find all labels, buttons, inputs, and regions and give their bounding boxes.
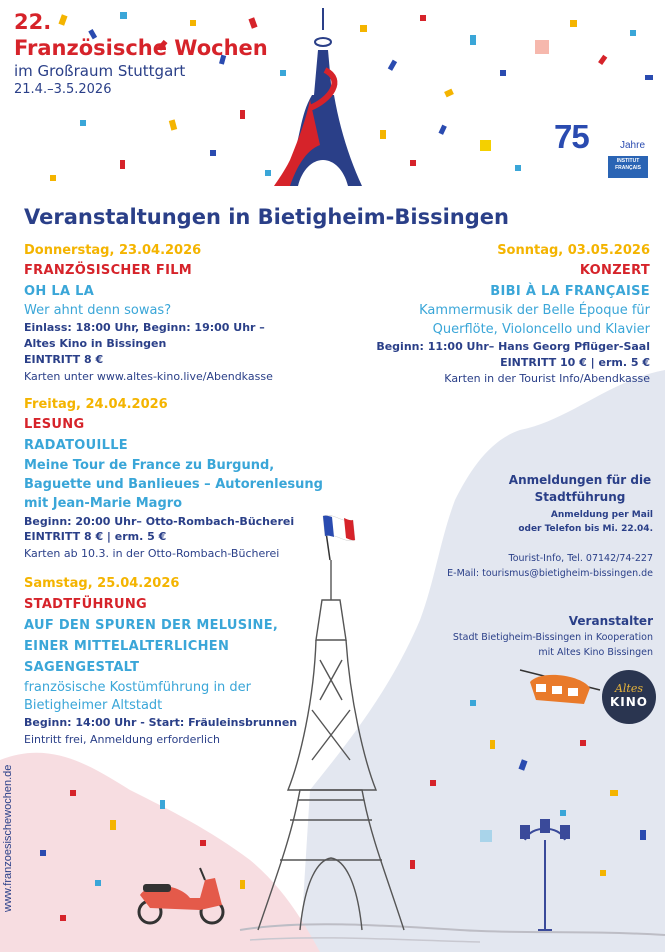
event-note: Karten in der Tourist Info/Abendkasse (444, 372, 650, 385)
registration-sub: oder Telefon bis Mi. 22.04. (518, 524, 653, 534)
event-subtitle: Kammermusik der Belle Époque für (419, 303, 650, 318)
festival-title: Französische Wochen (14, 36, 268, 60)
jubilee-number: 75 (554, 118, 589, 155)
header-tower-art (274, 8, 362, 186)
website-link[interactable]: www.franzoesischewochen.de (2, 764, 14, 912)
event-category: STADTFÜHRUNG (24, 597, 147, 612)
event-title: SAGENGESTALT (24, 660, 140, 675)
institut-francais-logo (608, 156, 648, 178)
event-entry: EINTRITT 8 € (24, 353, 104, 366)
registration-heading: Anmeldungen für die (508, 473, 652, 487)
altes-kino-logo (602, 670, 656, 724)
kino-logo-top: Altes (614, 682, 644, 695)
event-day: Donnerstag, 23.04.2026 (24, 243, 202, 258)
event-detail: Altes Kino in Bissingen (24, 337, 167, 350)
event-title: EINER MITTELALTERLICHEN (24, 639, 230, 654)
event-note: Karten unter www.altes-kino.live/Abendkasse (24, 370, 273, 383)
festival-subtitle: im Großraum Stuttgart (14, 62, 186, 80)
event-detail: Einlass: 18:00 Uhr, Beginn: 19:00 Uhr – (24, 321, 265, 334)
event-subtitle: mit Jean-Marie Magro (24, 496, 183, 511)
event-day: Sonntag, 03.05.2026 (497, 243, 650, 258)
event-day: Freitag, 24.04.2026 (24, 397, 168, 412)
event-category: KONZERT (579, 263, 650, 278)
event-subtitle: Wer ahnt denn sowas? (24, 303, 172, 318)
event-title: RADATOUILLE (24, 438, 128, 453)
event-category: LESUNG (24, 417, 85, 432)
event-detail: Beginn: 14:00 Uhr - Start: Fräuleinsbrunnen (24, 716, 298, 729)
festival-dates: 21.4.–3.5.2026 (14, 82, 112, 97)
event-entry: EINTRITT 10 € | erm. 5 € (500, 356, 650, 369)
registration-email: E-Mail: tourismus@bietigheim-bissingen.de (447, 568, 653, 579)
event-subtitle: Baguette und Banlieues – Autorenlesung (24, 477, 323, 492)
jubilee-label: Jahre (620, 140, 646, 151)
registration-contact: Tourist-Info, Tel. 07142/74-227 (508, 553, 653, 564)
registration-sub: Anmeldung per Mail (550, 510, 653, 520)
organizer-line: mit Altes Kino Bissingen (538, 647, 653, 658)
organizer-heading: Veranstalter (568, 614, 653, 628)
institut-line: INSTITUT (616, 158, 640, 164)
event-title: BIBI À LA FRANÇAISE (490, 284, 650, 299)
event-category: FRANZÖSISCHER FILM (24, 263, 193, 278)
event-subtitle: französische Kostümführung in der (24, 680, 252, 695)
page-title: Veranstaltungen in Bietigheim-Bissingen (24, 205, 509, 229)
event-subtitle: Querflöte, Violoncello und Klavier (432, 322, 650, 337)
kino-logo-bottom: KINO (609, 695, 648, 709)
event-day: Samstag, 25.04.2026 (24, 576, 180, 591)
event-title: OH LA LA (24, 284, 95, 299)
event-note: Karten ab 10.3. in der Otto-Rombach-Bücherei (24, 547, 280, 560)
registration-heading: Stadtführung (534, 490, 626, 504)
event-detail: Beginn: 11:00 Uhr– Hans Georg Pflüger-Saal (376, 340, 650, 353)
event-subtitle: Meine Tour de France zu Burgund, (24, 458, 275, 473)
event-subtitle: Bietigheimer Altstadt (24, 698, 163, 713)
edition-number: 22. (14, 10, 52, 34)
event-note: Eintritt frei, Anmeldung erforderlich (24, 733, 221, 746)
institut-line: FRANÇAIS (615, 165, 641, 171)
event-detail: Beginn: 20:00 Uhr– Otto-Rombach-Bücherei (24, 515, 295, 528)
event-entry: EINTRITT 8 € | erm. 5 € (24, 530, 167, 543)
event-title: AUF DEN SPUREN DER MELUSINE, (24, 618, 279, 633)
organizer-line: Stadt Bietigheim-Bissingen in Kooperation (452, 632, 653, 643)
